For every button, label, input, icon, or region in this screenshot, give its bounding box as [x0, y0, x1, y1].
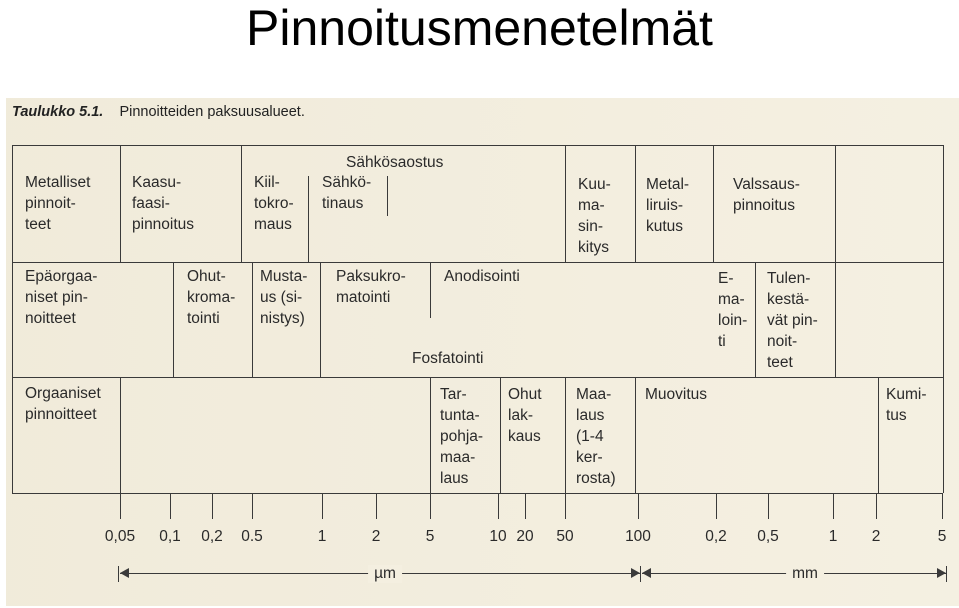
cell-kaasufaasipinnoitus: Kaasu- faasi- pinnoitus [132, 174, 195, 233]
axis-tick-label: 20 [516, 528, 534, 545]
grid-line [12, 377, 943, 378]
grid-line [943, 145, 944, 493]
cell-sahkotinaus: Sähkö- tinaus [322, 174, 372, 212]
axis-tick-label: 2 [371, 528, 381, 545]
axis-tick-label: 0,5 [757, 528, 779, 545]
grid-line [12, 262, 943, 263]
cell-fosfatointi: Fosfatointi [412, 350, 484, 367]
axis-tick-label: 10 [489, 528, 507, 545]
grid-line [835, 262, 836, 378]
cell-inorganic-header: Epäorgaa- niset pin- noitteet [25, 268, 98, 327]
axis-tick-label: 0,1 [159, 528, 181, 545]
grid-line [876, 493, 877, 519]
axis-tick-label: 2 [871, 528, 881, 545]
axis-tick-label: 0,2 [705, 528, 727, 545]
caption-text: Pinnoitteiden paksuusalueet. [119, 104, 305, 120]
cell-ohutlakkaus: Ohut lak- kaus [508, 386, 542, 445]
grid-line [212, 493, 213, 519]
cell-kumitus: Kumi- tus [886, 386, 927, 424]
grid-line [716, 493, 717, 519]
cell-mustaus: Musta- us (si- nistys) [260, 268, 308, 327]
table-caption [12, 104, 305, 120]
grid-line [320, 262, 321, 378]
axis-tick-label: 50 [556, 528, 574, 545]
grid-line [376, 493, 377, 519]
grid-line [170, 493, 171, 519]
grid-line [635, 145, 636, 263]
caption-number: Taulukko 5.1. [12, 104, 104, 120]
grid-line [638, 493, 639, 519]
grid-line [635, 377, 636, 493]
cell-ohutkromatointi: Ohut- kroma- tointi [187, 268, 236, 327]
grid-line [878, 377, 879, 493]
grid-line [120, 145, 121, 262]
grid-line [565, 377, 566, 493]
grid-line [12, 493, 943, 494]
cell-tartuntapohjamaalaus: Tar- tunta- pohja- maa- laus [440, 386, 484, 487]
grid-line [565, 145, 566, 263]
axis-tick-label: 0,05 [104, 528, 136, 545]
grid-line [322, 493, 323, 519]
grid-line [942, 493, 943, 519]
cell-muovitus: Muovitus [645, 386, 708, 403]
grid-line [173, 262, 174, 378]
grid-line [387, 176, 388, 216]
axis-tick-label: 5 [937, 528, 947, 545]
cell-metallic-header: Metalliset pinnoit- teet [25, 174, 91, 233]
grid-line [120, 377, 121, 493]
grid-line [241, 145, 242, 262]
axis-tick-label: 1 [317, 528, 327, 545]
grid-line [120, 493, 121, 519]
grid-line [498, 493, 499, 519]
grid-line [565, 493, 566, 519]
cell-emalointi: E- ma- loin- ti [718, 270, 748, 350]
grid-line [252, 493, 253, 519]
cell-valssauspinnoitus: Valssaus- pinnoitus [733, 176, 800, 214]
grid-line [252, 262, 253, 378]
unit-mm: mm [786, 565, 824, 583]
cell-sahkosaostus: Sähkösaostus [346, 154, 444, 171]
grid-line [713, 145, 714, 263]
grid-line [12, 145, 13, 493]
axis-tick-label: 0,2 [201, 528, 223, 545]
axis-tick-label: 5 [425, 528, 435, 545]
cell-organic-header: Orgaaniset pinnoitteet [25, 385, 101, 423]
grid-line [500, 377, 501, 493]
grid-line [430, 493, 431, 519]
slide-title: Pinnoitusmenetelmät [246, 0, 713, 56]
grid-line [768, 493, 769, 519]
cell-kiiltokromaus: Kiil- tokro- maus [254, 174, 294, 233]
grid-line [525, 493, 526, 519]
grid-line [835, 145, 836, 263]
grid-line [308, 176, 309, 262]
grid-line [430, 377, 431, 493]
grid-line [755, 262, 756, 378]
axis-tick-label: 0.5 [241, 528, 263, 545]
cell-tulenkestavat: Tulen- kestä- vät pin- noit- teet [767, 270, 818, 371]
grid-line [12, 145, 943, 146]
grid-line [430, 262, 431, 318]
axis-tick-label: 100 [625, 528, 651, 545]
axis-tick-label: 1 [828, 528, 838, 545]
cell-anodisointi: Anodisointi [444, 268, 520, 285]
cell-paksukromatointi: Paksukro- matointi [336, 268, 406, 306]
cell-kuumasinkitys: Kuu- ma- sin- kitys [578, 176, 611, 256]
cell-maalaus: Maa- laus (1-4 ker- rosta) [576, 386, 616, 487]
cell-metalliruiskutus: Metal- liruis- kutus [646, 176, 690, 235]
unit-um: µm [368, 565, 402, 583]
grid-line [833, 493, 834, 519]
